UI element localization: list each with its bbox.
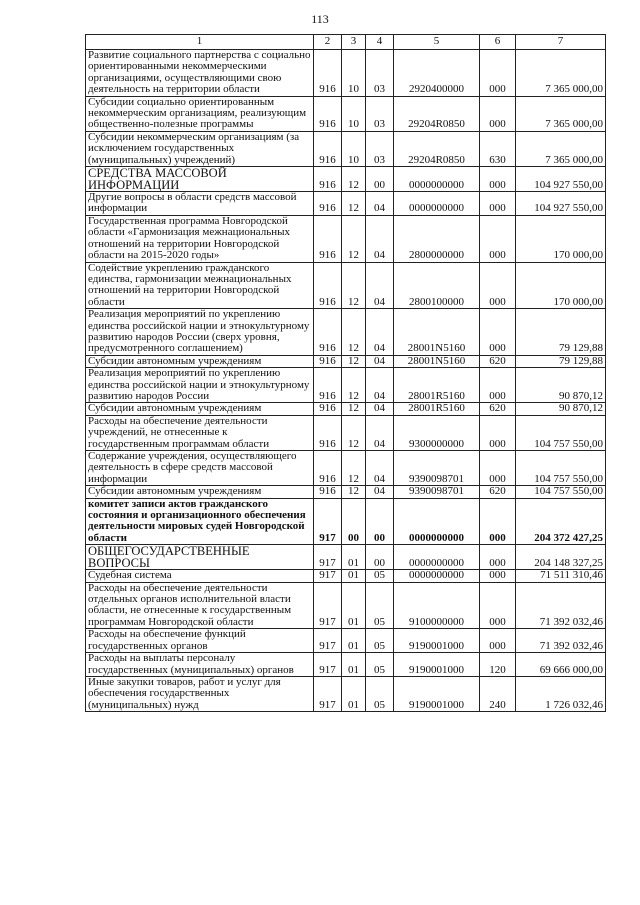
table-row (86, 403, 606, 415)
row-subsection-cell: 04 (366, 403, 394, 415)
column-header: 1 (86, 35, 314, 50)
row-subsection-cell: 03 (366, 96, 394, 131)
row-section-cell: 12 (342, 368, 366, 403)
row-amount-cell: 104 757 550,00 (516, 415, 606, 450)
row-subsection-cell: 00 (366, 167, 394, 192)
table-row (86, 368, 606, 403)
row-section-cell: 12 (342, 309, 366, 356)
row-amount-cell: 1 726 032,46 (516, 676, 606, 711)
row-grbs-cell: 916 (314, 167, 342, 192)
row-section-cell: 01 (342, 545, 366, 570)
row-target-article-cell: 2800100000 (394, 262, 480, 309)
row-name-cell: комитет записи актов гражданского состояния и организационного обеспечения деятельности мировых судей Новгородской области (86, 498, 314, 545)
budget-table (85, 34, 606, 712)
row-name-cell: Расходы на обеспечение деятельности отдельных органов исполнительной власти области, не отнесенные к государственным программам Новгородской области (86, 582, 314, 629)
row-target-article-cell: 28001N5160 (394, 309, 480, 356)
row-grbs-cell: 917 (314, 676, 342, 711)
row-subsection-cell: 04 (366, 415, 394, 450)
row-amount-cell: 71 511 310,46 (516, 570, 606, 582)
row-expense-type-cell: 000 (480, 368, 516, 403)
page-number: 113 (311, 12, 329, 26)
row-amount-cell: 170 000,00 (516, 262, 606, 309)
row-subsection-cell: 00 (366, 498, 394, 545)
table-row (86, 676, 606, 711)
row-name-cell: Реализация мероприятий по укреплению единства российской нации и этнокультурному развитию народов России (86, 368, 314, 403)
row-expense-type-cell: 000 (480, 262, 516, 309)
row-expense-type-cell: 240 (480, 676, 516, 711)
row-target-article-cell: 9390098701 (394, 451, 480, 486)
row-section-cell: 00 (342, 498, 366, 545)
row-grbs-cell: 916 (314, 368, 342, 403)
row-section-cell: 01 (342, 676, 366, 711)
row-section-cell: 10 (342, 50, 366, 97)
row-name-cell: Судебная система (86, 570, 314, 582)
row-expense-type-cell: 000 (480, 167, 516, 192)
column-header: 5 (394, 35, 480, 50)
row-subsection-cell: 04 (366, 215, 394, 262)
row-section-cell: 12 (342, 415, 366, 450)
row-expense-type-cell: 000 (480, 309, 516, 356)
row-expense-type-cell: 000 (480, 570, 516, 582)
row-grbs-cell: 916 (314, 309, 342, 356)
row-subsection-cell: 04 (366, 451, 394, 486)
row-section-cell: 10 (342, 131, 366, 166)
row-expense-type-cell: 620 (480, 355, 516, 367)
table-row (86, 498, 606, 545)
row-expense-type-cell: 000 (480, 498, 516, 545)
row-section-cell: 12 (342, 355, 366, 367)
row-grbs-cell: 916 (314, 486, 342, 498)
row-expense-type-cell: 620 (480, 486, 516, 498)
row-subsection-cell: 03 (366, 50, 394, 97)
row-name-cell: Субсидии автономным учреждениям (86, 403, 314, 415)
row-subsection-cell: 04 (366, 192, 394, 216)
row-section-cell: 12 (342, 403, 366, 415)
row-name-cell: Субсидии некоммерческим организациям (за исключением государственных (муниципальных) учреждений) (86, 131, 314, 166)
row-section-cell: 12 (342, 486, 366, 498)
row-expense-type-cell: 000 (480, 629, 516, 653)
row-grbs-cell: 916 (314, 131, 342, 166)
row-amount-cell: 79 129,88 (516, 355, 606, 367)
header-row (86, 35, 606, 50)
row-name-cell: Другие вопросы в области средств массовой информации (86, 192, 314, 216)
row-target-article-cell: 29204R0850 (394, 96, 480, 131)
row-target-article-cell: 0000000000 (394, 498, 480, 545)
row-amount-cell: 90 870,12 (516, 368, 606, 403)
row-expense-type-cell: 000 (480, 545, 516, 570)
row-name-cell: Содержание учреждения, осуществляющего деятельность в сфере средств массовой информации (86, 451, 314, 486)
row-subsection-cell: 05 (366, 676, 394, 711)
row-amount-cell: 7 365 000,00 (516, 96, 606, 131)
row-amount-cell: 170 000,00 (516, 215, 606, 262)
row-section-cell: 12 (342, 262, 366, 309)
row-target-article-cell: 9190001000 (394, 676, 480, 711)
row-section-cell: 10 (342, 96, 366, 131)
row-subsection-cell: 05 (366, 582, 394, 629)
row-name-cell: Развитие социального партнерства с социально ориентированными некоммерческими организациями, осуществляющими свою деятельность на территории области (86, 50, 314, 97)
row-name-cell: ОБЩЕГОСУДАРСТВЕННЫЕ ВОПРОСЫ (86, 545, 314, 570)
row-name-cell: СРЕДСТВА МАССОВОЙ ИНФОРМАЦИИ (86, 167, 314, 192)
table-row (86, 570, 606, 582)
row-name-cell: Государственная программа Новгородской области «Гармонизация межнациональных отношений на территории Новгородской области на 2015-2020 годы» (86, 215, 314, 262)
row-grbs-cell: 917 (314, 545, 342, 570)
row-subsection-cell: 04 (366, 368, 394, 403)
row-amount-cell: 79 129,88 (516, 309, 606, 356)
row-target-article-cell: 0000000000 (394, 570, 480, 582)
row-target-article-cell: 29204R0850 (394, 131, 480, 166)
row-target-article-cell: 0000000000 (394, 192, 480, 216)
row-subsection-cell: 04 (366, 309, 394, 356)
row-name-cell: Расходы на обеспечение функций государственных органов (86, 629, 314, 653)
row-subsection-cell: 00 (366, 545, 394, 570)
row-name-cell: Иные закупки товаров, работ и услуг для обеспечения государственных (муниципальных) нужд (86, 676, 314, 711)
row-expense-type-cell: 630 (480, 131, 516, 166)
row-target-article-cell: 28001R5160 (394, 368, 480, 403)
row-amount-cell: 7 365 000,00 (516, 131, 606, 166)
row-expense-type-cell: 000 (480, 50, 516, 97)
row-target-article-cell: 9190001000 (394, 629, 480, 653)
row-expense-type-cell: 000 (480, 215, 516, 262)
row-amount-cell: 71 392 032,46 (516, 582, 606, 629)
row-grbs-cell: 917 (314, 582, 342, 629)
row-name-cell: Содействие укреплению гражданского единства, гармонизации межнациональных отношений на территории Новгородской области (86, 262, 314, 309)
row-section-cell: 01 (342, 629, 366, 653)
table-row (86, 50, 606, 97)
row-section-cell: 12 (342, 167, 366, 192)
row-subsection-cell: 04 (366, 355, 394, 367)
row-name-cell: Реализация мероприятий по укреплению единства российской нации и этнокультурному развитию народов России (сверх уровня, предусмотренного соглашением) (86, 309, 314, 356)
table-row (86, 653, 606, 677)
row-section-cell: 12 (342, 451, 366, 486)
row-section-cell: 12 (342, 192, 366, 216)
table-row (86, 131, 606, 166)
row-subsection-cell: 05 (366, 570, 394, 582)
row-grbs-cell: 916 (314, 192, 342, 216)
table-row (86, 582, 606, 629)
row-expense-type-cell: 000 (480, 451, 516, 486)
table-row (86, 262, 606, 309)
table-row (86, 96, 606, 131)
row-target-article-cell: 2800000000 (394, 215, 480, 262)
row-amount-cell: 71 392 032,46 (516, 629, 606, 653)
column-header: 7 (516, 35, 606, 50)
row-name-cell: Расходы на выплаты персоналу государственных (муниципальных) органов (86, 653, 314, 677)
row-amount-cell: 104 757 550,00 (516, 451, 606, 486)
row-target-article-cell: 28001N5160 (394, 355, 480, 367)
row-grbs-cell: 917 (314, 653, 342, 677)
row-target-article-cell: 0000000000 (394, 545, 480, 570)
table-row (86, 309, 606, 356)
row-expense-type-cell: 000 (480, 582, 516, 629)
row-name-cell: Субсидии автономным учреждениям (86, 355, 314, 367)
row-target-article-cell: 9390098701 (394, 486, 480, 498)
table-row (86, 451, 606, 486)
row-grbs-cell: 917 (314, 570, 342, 582)
table-row (86, 167, 606, 192)
row-grbs-cell: 916 (314, 355, 342, 367)
row-subsection-cell: 05 (366, 653, 394, 677)
row-name-cell: Расходы на обеспечение деятельности учреждений, не отнесенные к государственным программам области (86, 415, 314, 450)
row-target-article-cell: 0000000000 (394, 167, 480, 192)
row-section-cell: 12 (342, 215, 366, 262)
row-expense-type-cell: 000 (480, 415, 516, 450)
row-grbs-cell: 916 (314, 403, 342, 415)
column-header: 4 (366, 35, 394, 50)
table-row (86, 545, 606, 570)
table-row (86, 355, 606, 367)
row-amount-cell: 204 148 327,25 (516, 545, 606, 570)
row-name-cell: Субсидии социально ориентированным некоммерческим организациям, реализующим общественно-полезные программы (86, 96, 314, 131)
row-amount-cell: 204 372 427,25 (516, 498, 606, 545)
row-amount-cell: 104 927 550,00 (516, 167, 606, 192)
row-grbs-cell: 917 (314, 498, 342, 545)
row-subsection-cell: 04 (366, 262, 394, 309)
row-subsection-cell: 03 (366, 131, 394, 166)
row-grbs-cell: 916 (314, 415, 342, 450)
row-target-article-cell: 9190001000 (394, 653, 480, 677)
table-row (86, 486, 606, 498)
row-expense-type-cell: 000 (480, 96, 516, 131)
column-header: 3 (342, 35, 366, 50)
row-amount-cell: 7 365 000,00 (516, 50, 606, 97)
column-header: 2 (314, 35, 342, 50)
row-expense-type-cell: 620 (480, 403, 516, 415)
table-row (86, 192, 606, 216)
row-target-article-cell: 9100000000 (394, 582, 480, 629)
row-subsection-cell: 04 (366, 486, 394, 498)
row-amount-cell: 69 666 000,00 (516, 653, 606, 677)
row-target-article-cell: 28001R5160 (394, 403, 480, 415)
row-grbs-cell: 917 (314, 629, 342, 653)
row-target-article-cell: 2920400000 (394, 50, 480, 97)
row-section-cell: 01 (342, 653, 366, 677)
row-grbs-cell: 916 (314, 215, 342, 262)
row-amount-cell: 104 927 550,00 (516, 192, 606, 216)
row-expense-type-cell: 000 (480, 192, 516, 216)
column-header: 6 (480, 35, 516, 50)
row-section-cell: 01 (342, 582, 366, 629)
row-name-cell: Субсидии автономным учреждениям (86, 486, 314, 498)
row-section-cell: 01 (342, 570, 366, 582)
row-grbs-cell: 916 (314, 262, 342, 309)
row-amount-cell: 90 870,12 (516, 403, 606, 415)
row-target-article-cell: 9300000000 (394, 415, 480, 450)
table-row (86, 415, 606, 450)
row-grbs-cell: 916 (314, 451, 342, 486)
row-grbs-cell: 916 (314, 50, 342, 97)
row-subsection-cell: 05 (366, 629, 394, 653)
row-grbs-cell: 916 (314, 96, 342, 131)
row-amount-cell: 104 757 550,00 (516, 486, 606, 498)
table-row (86, 215, 606, 262)
row-expense-type-cell: 120 (480, 653, 516, 677)
table-row (86, 629, 606, 653)
